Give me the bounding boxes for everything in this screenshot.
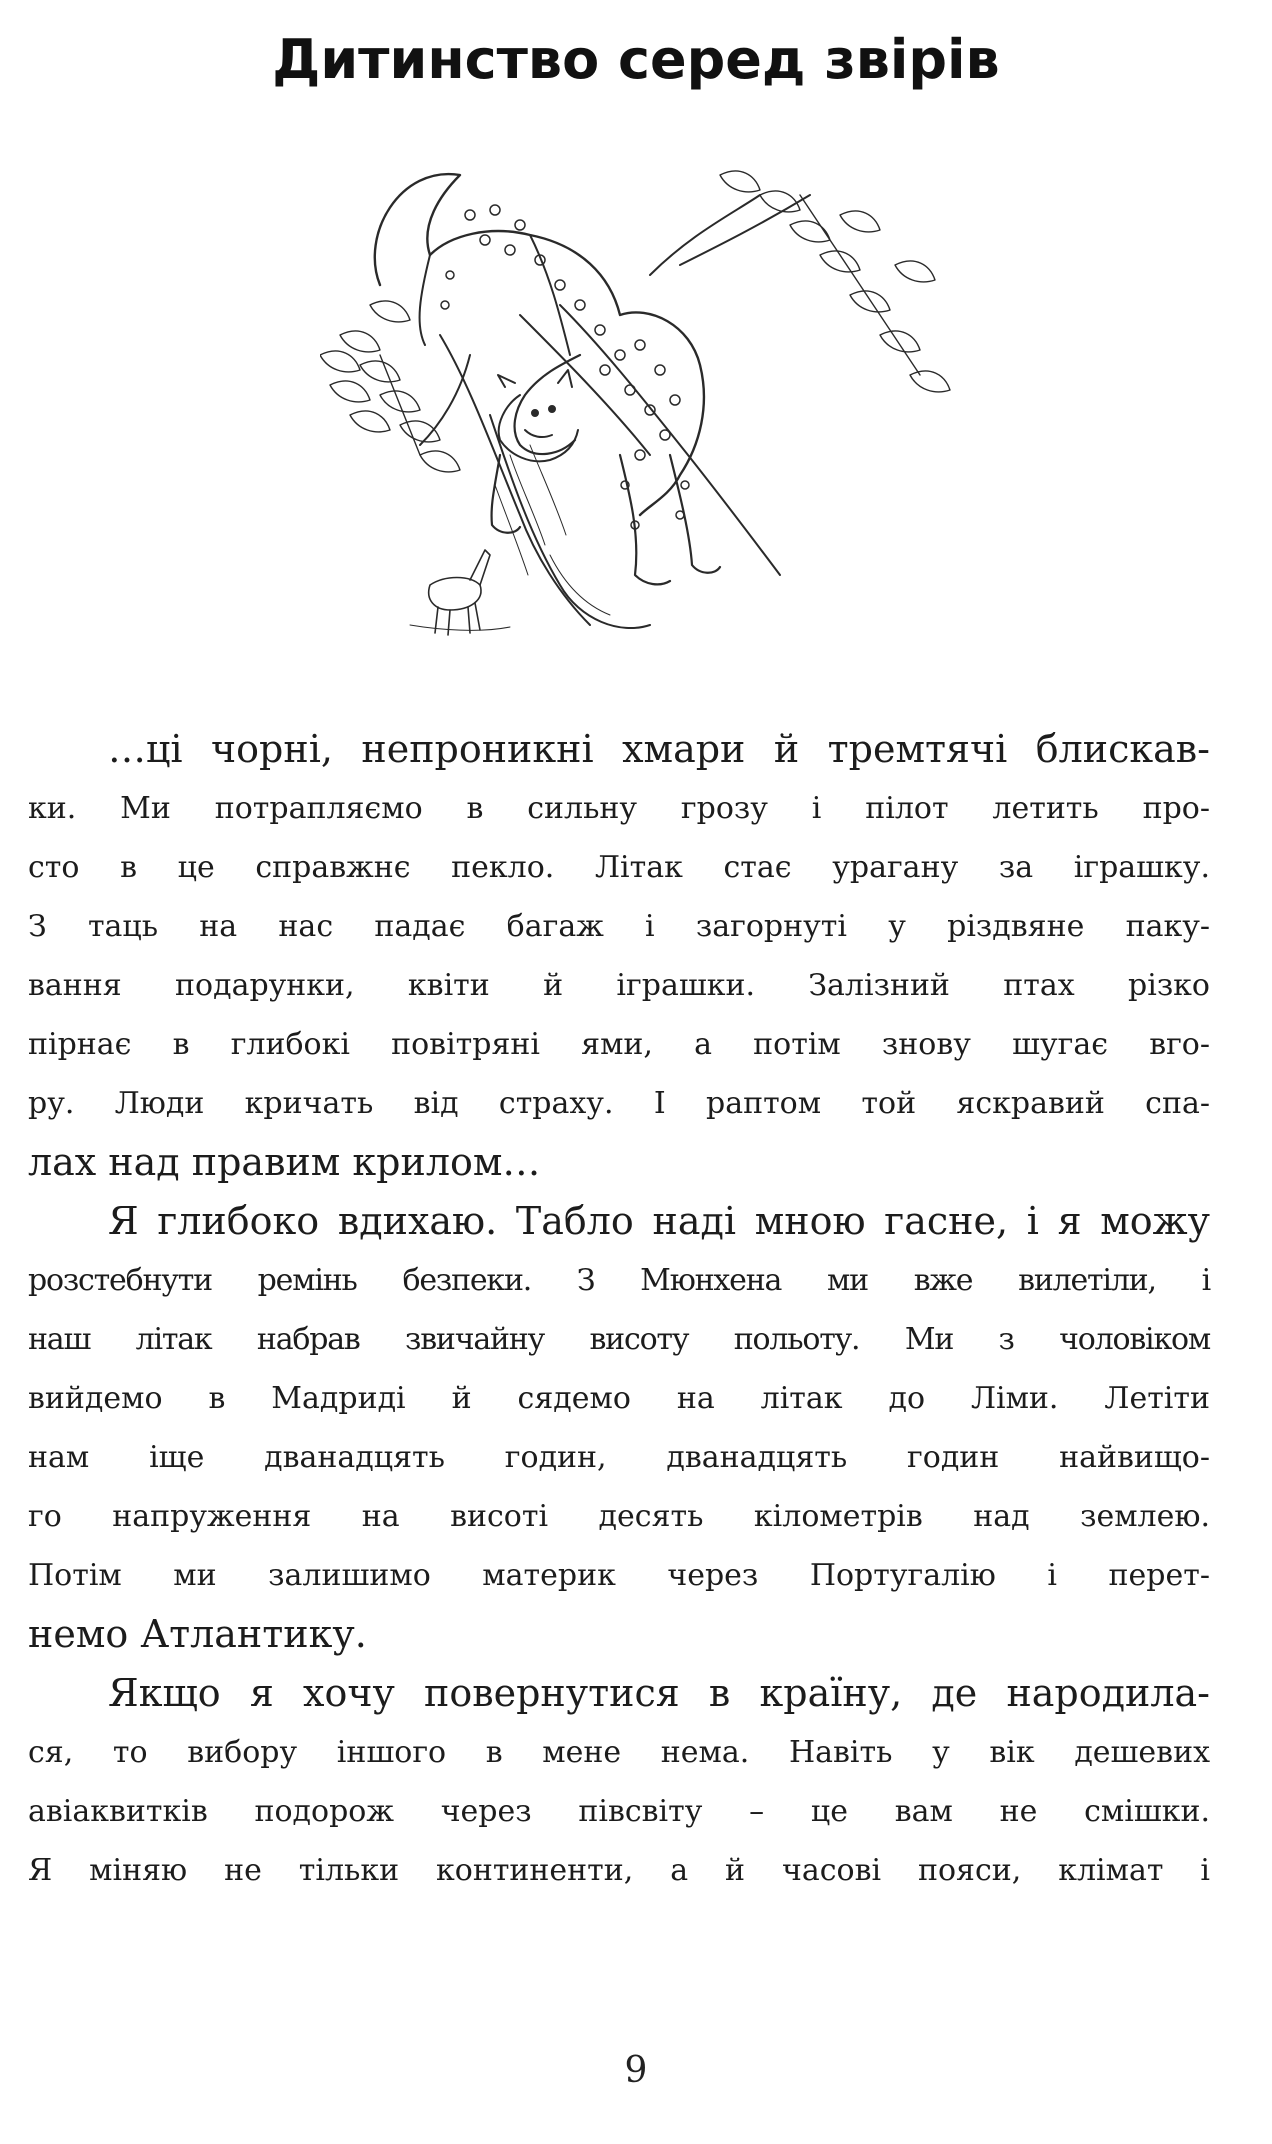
leopard-in-tree-icon: [320, 155, 960, 650]
text-line: розстебнути ремінь безпеки. З Мюнхена ми вже вилетіли, і: [28, 1263, 1210, 1298]
text-line: ру. Люди кричать від страху. І раптом той яскравий спа-: [28, 1086, 1210, 1121]
text-line: Я глибоко вдихаю. Табло наді мною гасне, і я можу: [108, 1199, 1210, 1243]
text-line: З таць на нас падає багаж і загорнуті у різдвяне паку-: [28, 909, 1210, 944]
text-line: вийдемо в Мадриді й сядемо на літак до Ліми. Летіти: [28, 1381, 1210, 1416]
text-line: Якщо я хочу повернутися в країну, де народила-: [108, 1671, 1210, 1715]
text-line: немо Атлантику.: [28, 1612, 367, 1656]
text-line: вання подарунки, квіти й іграшки. Залізний птах різко: [28, 968, 1210, 1003]
page-number: 9: [624, 2050, 648, 2091]
text-line: го напруження на висоті десять кілометрів над землею.: [28, 1499, 1210, 1534]
text-line: ки. Ми потрапляємо в сильну грозу і пілот летить про-: [28, 791, 1210, 826]
text-line: нам іще дванадцять годин, дванадцять годин найвищо-: [28, 1440, 1210, 1475]
text-line: ся, то вибору іншого в мене нема. Навіть у вік дешевих: [28, 1735, 1210, 1770]
text-line: сто в це справжнє пекло. Літак стає урагану за іграшку.: [28, 850, 1210, 885]
text-line: авіаквитків подорож через півсвіту – це вам не смішки.: [28, 1794, 1210, 1829]
text-line: Я міняю не тільки континенти, а й часові пояси, клімат і: [28, 1853, 1210, 1888]
text-line: лах над правим крилом…: [28, 1140, 541, 1184]
text-line: Потім ми залишимо материк через Португалію і перет-: [28, 1558, 1210, 1593]
text-line: наш літак набрав звичайну висоту польоту. Ми з чоловіком: [28, 1322, 1210, 1357]
chapter-title: Дитинство серед звірів: [272, 28, 1000, 91]
body-text: [28, 720, 1210, 1900]
text-line: пірнає в глибокі повітряні ями, а потім знову шугає вго-: [28, 1027, 1210, 1062]
text-line: …ці чорні, непроникні хмари й тремтячі блискав-: [108, 727, 1210, 771]
